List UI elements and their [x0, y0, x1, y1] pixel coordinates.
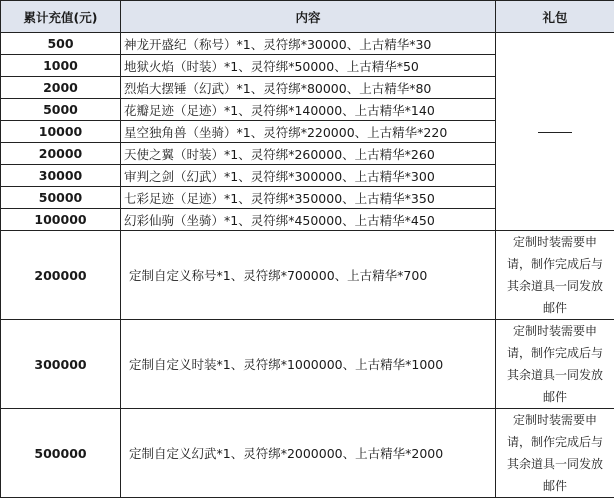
amount-cell: 2000: [1, 77, 121, 99]
amount-cell: 300000: [1, 320, 121, 409]
gift-note-line: 邮件: [496, 297, 614, 319]
table-row-custom: [1, 231, 614, 320]
gift-note-line: 请，制作完成后与: [496, 253, 614, 275]
table-row: [1, 33, 614, 55]
content-cell: 花瓣足迹（足迹）*1、灵符绑*140000、上古精华*140: [121, 99, 496, 121]
gift-note-line: 定制时装需要申: [496, 320, 614, 342]
content-cell: 星空独角兽（坐骑）*1、灵符绑*220000、上古精华*220: [121, 121, 496, 143]
amount-cell: 200000: [1, 231, 121, 320]
amount-cell: 5000: [1, 99, 121, 121]
content-cell: 七彩足迹（足迹）*1、灵符绑*350000、上古精华*350: [121, 187, 496, 209]
gift-note-line: 请，制作完成后与: [496, 342, 614, 364]
header-row: [1, 1, 614, 33]
content-cell: 定制自定义幻武*1、灵符绑*2000000、上古精华*2000: [121, 409, 496, 498]
content-cell: 地狱火焰（时装）*1、灵符绑*50000、上古精华*50: [121, 55, 496, 77]
amount-cell: 20000: [1, 143, 121, 165]
gift-note-line: 其余道具一同发放: [496, 275, 614, 297]
header-gift: 礼包: [496, 1, 614, 33]
gift-note: [496, 231, 614, 320]
gift-note-line: 邮件: [496, 475, 614, 497]
amount-cell: 100000: [1, 209, 121, 231]
content-cell: 定制自定义称号*1、灵符绑*700000、上古精华*700: [121, 231, 496, 320]
gift-note-line: 邮件: [496, 386, 614, 408]
header-amount: 累计充值(元): [1, 1, 121, 33]
gift-note-line: 定制时装需要申: [496, 409, 614, 431]
table-row-custom: [1, 409, 614, 498]
header-content: 内容: [121, 1, 496, 33]
amount-cell: 30000: [1, 165, 121, 187]
amount-cell: 50000: [1, 187, 121, 209]
content-cell: 定制自定义时装*1、灵符绑*1000000、上古精华*1000: [121, 320, 496, 409]
content-cell: 幻彩仙驹（坐骑）*1、灵符绑*450000、上古精华*450: [121, 209, 496, 231]
gift-note: [496, 409, 614, 498]
content-cell: 烈焰大摆锤（幻武）*1、灵符绑*80000、上古精华*80: [121, 77, 496, 99]
gift-note-line: 其余道具一同发放: [496, 364, 614, 386]
gift-cell-empty: [496, 33, 614, 231]
table-row-custom: [1, 320, 614, 409]
gift-note-line: 其余道具一同发放: [496, 453, 614, 475]
content-cell: 神龙开盛纪（称号）*1、灵符绑*30000、上古精华*30: [121, 33, 496, 55]
amount-cell: 500: [1, 33, 121, 55]
dash-mark: [538, 132, 572, 133]
amount-cell: 1000: [1, 55, 121, 77]
content-cell: 天使之翼（时装）*1、灵符绑*260000、上古精华*260: [121, 143, 496, 165]
gift-note-line: 定制时装需要申: [496, 231, 614, 253]
gift-note-line: 请，制作完成后与: [496, 431, 614, 453]
amount-cell: 500000: [1, 409, 121, 498]
amount-cell: 10000: [1, 121, 121, 143]
gift-note: [496, 320, 614, 409]
content-cell: 审判之剑（幻武）*1、灵符绑*300000、上古精华*300: [121, 165, 496, 187]
